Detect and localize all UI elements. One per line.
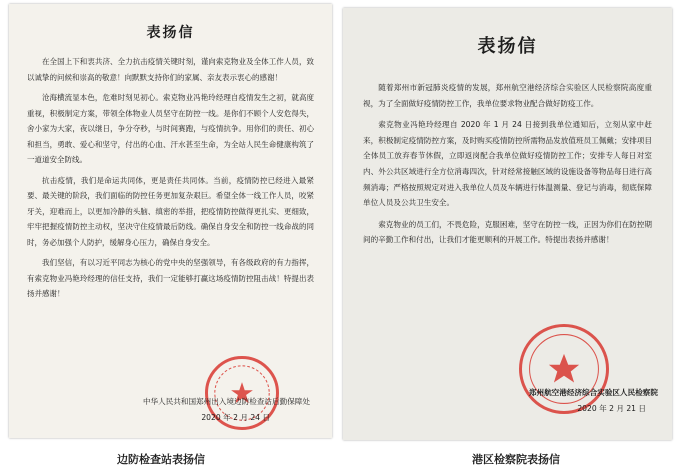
signature-date: 2020 年 2 月 21 日: [577, 404, 646, 413]
letter-body: [27, 54, 314, 302]
signature-org: 中华人民共和国郑州出入境边防检查站后勤保障处: [142, 397, 310, 406]
letter-paragraph: 随着郑州市新冠肺炎疫情的发展，郑州航空港经济综合实验区人民检察院高度重视，为了全面做好疫情防控工作，我单位要求物业配合做好防疫工作。: [363, 83, 652, 108]
signature-date: 2020 年 2 月 24 日: [201, 413, 270, 422]
signature-block: [529, 385, 658, 417]
letter-paragraph: 索克物业冯艳玲经理自 2020 年 1 月 24 日接到我单位通知后，立刻从家中赶来，积极制定疫情防控方案，及时购买疫情防控所需物品发放值班员工佩戴；安排项目全体员工放弃春节休假，立即返岗配合我单位做好疫情防控工作；安排专人每日对室内、外公共区域进行全方位消毒四次，针对经常接触区域的设施设备等物品每日进行高频消毒；严格按照规定对进入我单位人员及车辆进行体温测量、登记与消毒，彻底保障单位人员及公共卫生安全。: [363, 120, 652, 208]
signature-block: [143, 394, 310, 426]
letter-title: 表扬信: [146, 25, 195, 41]
caption-left: 边防检查站表扬信: [117, 453, 205, 466]
letter-paragraph: 抗击疫情，我们是命运共同体，更是责任共同体。当前，疫情防控已经进入最紧要、最关键的阶段，我们面临的防控任务更加复杂艰巨。希望全体一线工作人员，咬紧牙关，迎难而上，以更加冷静的头脑、缜密的举措，把疫情防控做得更扎实、更细致，牢牢把握疫情防控主动权，坚决守住疫情最后防线。确保自身安全和防控一线命战的同时，务必加强个人防护，缓解身心压力，确保自身安全。: [27, 175, 314, 247]
caption-right: 港区检察院表扬信: [472, 453, 560, 466]
letter-body: [363, 80, 652, 248]
letter-paragraph: 在全国上下和衷共济、全力抗击疫情关键时刻，谨向索克物业及全体工作人员，致以诚挚的问候和崇高的敬意！向默默支持你们的家属、亲友表示衷心的感谢！: [27, 57, 314, 82]
letter-border-station: [9, 4, 332, 438]
letter-procuratorate: [343, 8, 672, 440]
letter-paragraph: 索克物业的员工们，不畏危险，克服困难，坚守在防控一线，正因为你们在防控期间的辛勤工作和付出，让我们才能更顺利的开展工作。特提出表扬并感谢！: [363, 219, 652, 245]
letter-title: 表扬信: [477, 36, 538, 57]
letter-paragraph: 我们坚信，有以习近平同志为核心的党中央的坚强领导，有各级政府的有力指挥，有索克物业冯艳玲经理的信任支持，我们一定能够打赢这场疫情防控阻击战！特提出表扬并感谢！: [27, 258, 314, 298]
letter-paragraph: 沧海横流显本色，危难时刻见初心。索克物业冯艳玲经理自疫情发生之初，就高度重视，积极制定方案，带领全体物业人员坚守在防控一线。是你们不顾个人安危得失，舍小家为大家，夜以继日，争分夺秒，与时间赛跑，与疫情抗争。用你们的责任、初心和担当，勇敢、爱心和坚守，付出的心血、汗水甚至生命，为全站人民生命健康构筑了一道道安全防线。: [27, 93, 314, 164]
signature-org: 郑州航空港经济综合实验区人民检察院: [528, 388, 658, 397]
